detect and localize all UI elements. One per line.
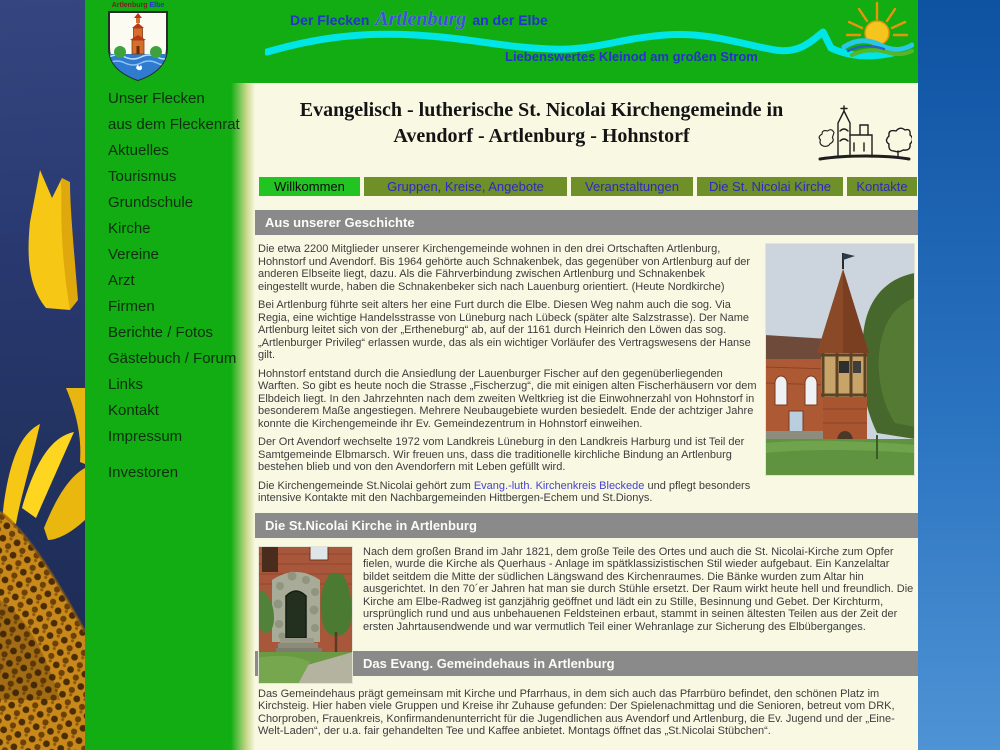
- paragraph: Nach dem großen Brand im Jahr 1821, dem große Teile des Ortes und auch die St. Nicolai-Kirche zum Opfer fielen, wurde die Kirche als Querhaus - Anlage im spätklassizistischen Stil wieder aufgebaut. Ein Kanzelaltar bildet seitdem die Mitte der südlichen Längswand des Kirchenraumes. Die Bänke wurden zum Altar hin ausgerichtet. In den 70´er Jahren hat man sie durch Stühle ersetzt. Der Raum wirkt heute hell und freundlich. Die Kirche am Elbe-Radweg ist ganzjährig geöffnet und lädt ein zu Stille, Besinnung und Gebet. Der Kirchturm, ursprünglich rund und aus unbehauenen Feldsteinen erbaut, stammt in seinen ältesten Teilen aus der Zeit der ersten Jahrtausendwende und war vermutlich Teil einer Wehranlage zur Sicherung des Elbüberganges.: [363, 545, 914, 633]
- tagline-prefix: Der Flecken: [290, 12, 370, 28]
- paragraph-with-link: [258, 480, 915, 505]
- sunflower-icon: [0, 0, 85, 750]
- sidebar-item-kirche[interactable]: Kirche: [108, 220, 151, 237]
- section-heading-geschichte: Aus unserer Geschichte: [255, 210, 918, 235]
- section-heading-kirche: Die St.Nicolai Kirche in Artlenburg: [255, 513, 918, 538]
- tab-gruppen-kreise[interactable]: Gruppen, Kreise, Angebote: [364, 177, 567, 196]
- sidebar-item-investoren[interactable]: Investoren: [108, 464, 179, 481]
- sidebar-item-unser-flecken[interactable]: Unser Flecken: [108, 90, 205, 107]
- crest-caption: [105, 2, 171, 9]
- sidebar-item-links[interactable]: Links: [108, 376, 144, 393]
- paragraph: Bei Artlenburg führte seit alters her eine Furt durch die Elbe. Diesen Weg nahm auch die sog. Via Regia, eine wichtige Handelsstrasse von Lüneburg nach Lübeck (später alte Salzstrasse). Der Name Artlenburg leitet sich von der „Ertheneburg“ ab, auf der 1161 durch Heinrich den Löwen das sog. „Artlenburger Privileg“ erlassen wurde, das als ein wichtiger Vorläufer des Vertragswesens der Hanse gilt.: [258, 299, 751, 361]
- church-sketch-icon: [816, 105, 912, 165]
- crest-river-label: Elbe: [149, 2, 165, 9]
- page-title-line1: Evangelisch - lutherische St. Nicolai Kirchengemeinde in: [299, 99, 784, 121]
- section-geschichte: [255, 235, 918, 511]
- page-title: [275, 97, 808, 149]
- sidebar-item-arzt[interactable]: Arzt: [108, 272, 135, 289]
- sun-logo-icon: [840, 1, 914, 63]
- paragraph: Der Ort Avendorf wechselte 1972 vom Landkreis Lüneburg in den Landkreis Harburg und ist Teil der Samtgemeinde Elbmarsch. Wir freuen uns, dass die traditionelle kirchliche Bindung an Artlenburg bestehen blieb und von den Avendorfern mit Leben gefüllt wird.: [258, 436, 745, 473]
- st-nicolai-church-photo: [765, 243, 915, 476]
- sidebar-item-tourismus[interactable]: Tourismus: [108, 168, 177, 185]
- title-row: [255, 97, 918, 177]
- page-title-line2: Avendorf - Artlenburg - Hohnstorf: [393, 125, 690, 147]
- tab-bar: [259, 177, 918, 196]
- main-content: [255, 83, 918, 750]
- tab-willkommen[interactable]: Willkommen: [259, 177, 360, 196]
- section-gemeindehaus: [255, 676, 918, 738]
- kirchenkreis-bleckede-link[interactable]: Evang.-luth. Kirchenkreis Bleckede: [473, 479, 645, 492]
- sidebar-item-firmen[interactable]: Firmen: [108, 298, 155, 315]
- sidebar-item-impressum[interactable]: Impressum: [108, 428, 183, 445]
- section-heading-gemeindehaus: Das Evang. Gemeindehaus in Artlenburg: [255, 651, 918, 676]
- coat-of-arms-icon: [105, 10, 171, 82]
- sky-background-right: [918, 0, 1000, 750]
- tab-kontakte[interactable]: Kontakte: [847, 177, 917, 196]
- sidebar-item-berichte-fotos[interactable]: Berichte / Fotos: [108, 324, 214, 341]
- sidebar-item-fleckenrat[interactable]: aus dem Fleckenrat: [108, 116, 240, 133]
- paragraph: Das Gemeindehaus prägt gemeinsam mit Kirche und Pfarrhaus, in dem sich auch das Pfarrbüro befindet, den schönen Platz im Kirchsteig. Hier haben viele Gruppen und Kreise ihr Zuhause gefunden: Der Spielenachmittag und die Senioren, betreut vom DRK, Chorproben, Frauenkreis, Konfirmandenunterricht für die Jugendlichen aus Avendorf und Artlenburg, die Ev. Jugend und der „Eine-Welt-Laden“, der u.a. fair gehandelten Tee und Kaffee anbietet. Montags öffnet das „St.Nicolai Stübchen“.: [258, 687, 895, 737]
- crest-place-label: Artlenburg: [111, 2, 148, 9]
- section-kirche: [255, 538, 918, 634]
- sunflower-background-left: [0, 0, 85, 750]
- sidebar-item-vereine[interactable]: Vereine: [108, 246, 159, 263]
- sidebar-item-grundschule[interactable]: Grundschule: [108, 194, 194, 211]
- church-entrance-photo: [258, 546, 353, 684]
- header-subtitle: Liebenswertes Kleinod am großen Strom: [505, 49, 758, 64]
- text-span: und pflegt besonders intensive Kontakte mit den Nachbargemeinden Hittbergen-Echem und St.Dionys.: [258, 479, 751, 504]
- paragraph: Hohnstorf entstand durch die Ansiedlung der Lauenburger Fischer auf den gegenüberliegenden Warften. So gibt es heute noch die Strasse „Fischerzug“, die mit einigen alten Fischerhäusern vor dem Elbdeich liegt. In den Jahrzehnten nach dem zweiten Weltkrieg ist die Einwohnerzahl von Hohnstorf in besonderem Maße angestiegen. Mehrere Neubaugebiete wurden besiedelt. Ende der achtziger Jahre konnte die Kirchengemeinde ihr Ev. Gemeindezentrum in Hohnstorf einweihen.: [258, 367, 757, 430]
- site-header: [85, 0, 918, 83]
- tab-nicolai-kirche[interactable]: Die St. Nicolai Kirche: [697, 177, 843, 196]
- text-span: Die Kirchengemeinde St.Nicolai gehört zum: [258, 479, 474, 492]
- tagline-suffix: an der Elbe: [472, 12, 548, 28]
- sidebar-item-aktuelles[interactable]: Aktuelles: [108, 142, 169, 159]
- sidebar-item-kontakt[interactable]: Kontakt: [108, 402, 159, 419]
- sidebar-item-gaestebuch[interactable]: Gästebuch / Forum: [108, 350, 237, 367]
- paragraph: Die etwa 2200 Mitglieder unserer Kirchengemeinde wohnen in den drei Ortschaften Artlenburg, Hohnstorf und Avendorf. Bis 1964 gehörte auch Schnakenbek, das gegenüber von Artlenburg auf der anderen Elbseite liegt, dazu. Als die Fährverbindung zwischen Artlenburg und Schnakenbek eingestellt wurde, haben die Schnakenbeker sich nach Lauenburg orientiert. (Heute Nordkirche): [258, 243, 751, 293]
- sidebar: [85, 83, 255, 750]
- tagline-place-name: Artlenburg: [375, 8, 467, 30]
- artlenburg-crest-icon: [105, 2, 171, 82]
- tab-veranstaltungen[interactable]: Veranstaltungen: [571, 177, 693, 196]
